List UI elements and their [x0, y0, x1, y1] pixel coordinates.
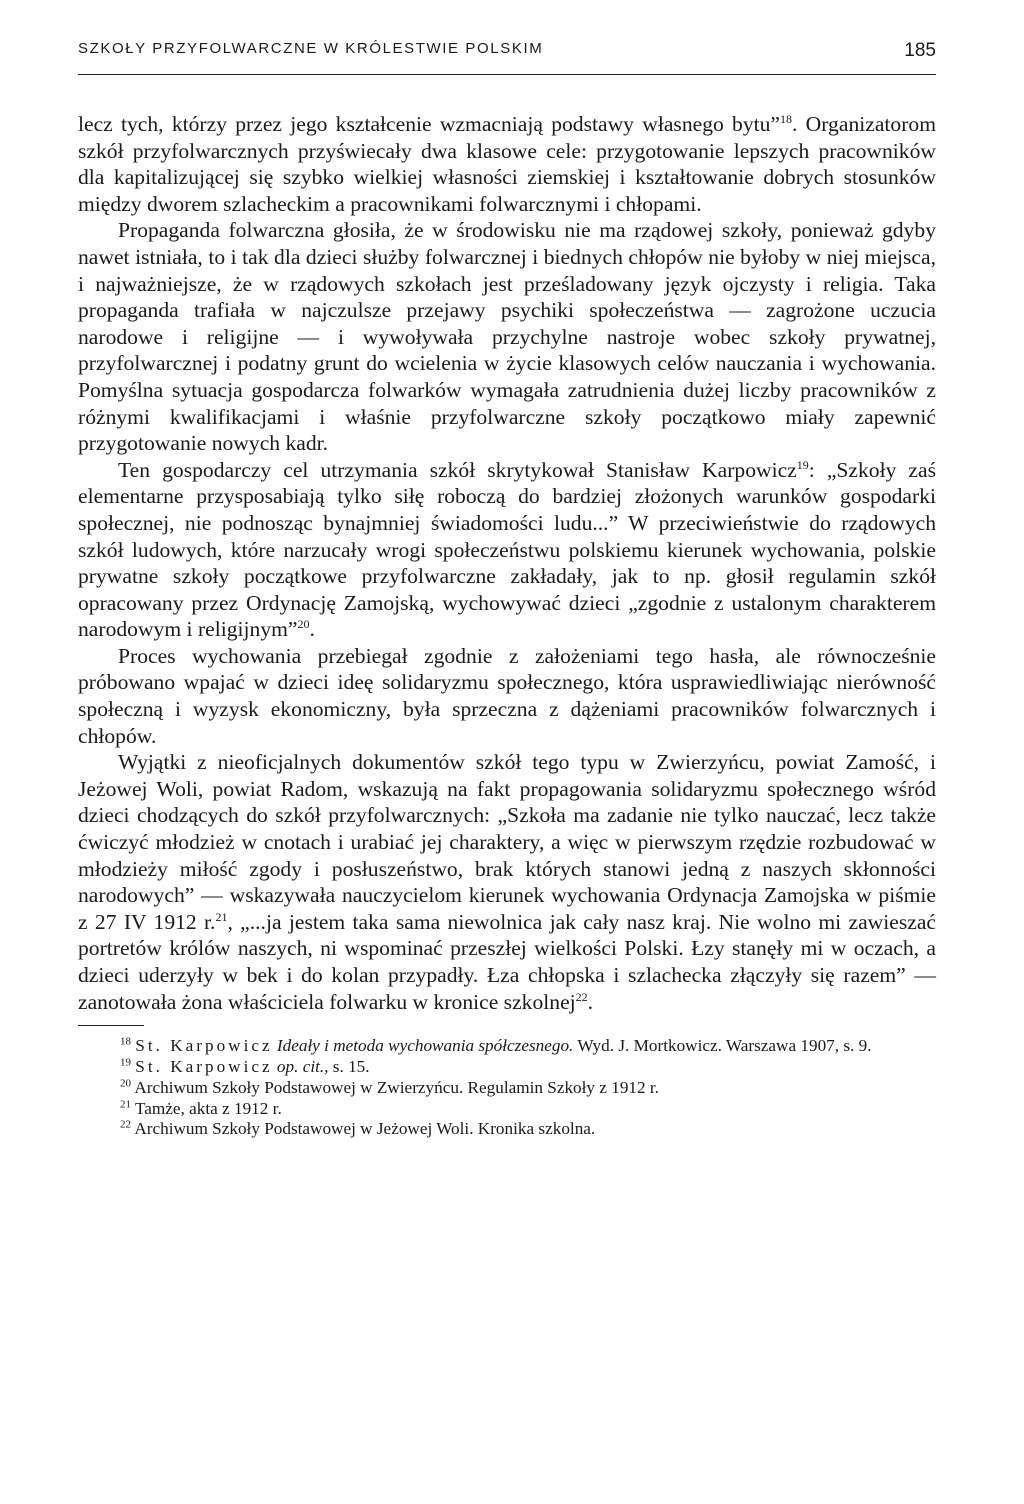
footnote-text: Tamże, akta z 1912 r.: [135, 1098, 282, 1118]
footnote-20: [78, 1078, 936, 1099]
footnote-ref-20: 20: [297, 617, 310, 632]
footnote-18: [78, 1036, 936, 1057]
footnote-19: [78, 1057, 936, 1078]
footnote-text: Archiwum Szkoły Podstawowej w Zwierzyńcu. Regulamin Szkoły z 1912 r.: [134, 1077, 659, 1097]
footnote-ref-18: 18: [780, 111, 793, 126]
paragraph-1: [78, 111, 936, 217]
paragraph-3: [78, 457, 936, 643]
footnote-ref-19: 19: [796, 457, 809, 472]
footnote-text: Archiwum Szkoły Podstawowej w Jeżowej Woli. Kronika szkolna.: [134, 1119, 596, 1139]
footnote-number: 21: [120, 1097, 131, 1110]
paragraph-1-rest: . Organizatorom szkół przyfolwarcznych przyświecały dwa klasowe cele: przygotowanie lepszych pracowników dla kapitalizującej się szybko wielkiej własności ziemskiej i kształtowanie dobrych stosunków między dworem szlacheckim a pracownikami folwarcznymi i chłopami.: [78, 112, 936, 216]
paragraph-5-text: Wyjątki z nieoficjalnych dokumentów szkół tego typu w Zwierzyńcu, powiat Zamość, i Jeżowej Woli, powiat Radom, wskazują na fakt propagowania solidaryzmu społecznego wśród dzieci chodzących do szkół przyfolwarcznych: „Szkoła ma zadanie nie tylko nauczać, lecz także ćwiczyć młodzież w cnotach i urabiać jej charaktery, a więc w pierwszym rzędzie rozbudować w młodzieży miłość zgody i posłuszeństwo, brak których stanowi jedną z naszych skłonności narodowych” — wskazywała nauczycielom kierunek wychowania Ordynacja Zamojska w piśmie z 27 IV 1912 r.: [78, 750, 936, 934]
footnote-number: 18: [120, 1035, 131, 1048]
footnote-22: [78, 1119, 936, 1140]
paragraph-3-rest: : „Szkoły zaś elementarne przysposabiają tylko siłę roboczą do bardziej złożonych warunków gospodarki społecznej, nie podnosząc bynajmniej świadomości ludu...” W przeciwieństwie do rządowych szkół ludowych, które narzucały wrogi społeczeństwu polskiemu kierunek wychowania, polskie prywatne szkoły początkowe przyfolwarczne zakładały, jak to np. głosił regulamin szkół opracowany przez Ordynację Zamojską, wychowywać dzieci „zgodnie z ustalonym charakterem narodowym i religijnym”: [78, 457, 936, 642]
paragraph-1-text: lecz tych, którzy przez jego kształcenie wzmacniają podstawy własnego bytu”: [78, 112, 781, 136]
main-text: [78, 111, 936, 1015]
page-number: 185: [904, 40, 936, 61]
paragraph-2: Propaganda folwarczna głosiła, że w środowisku nie ma rządowej szkoły, ponieważ gdyby nawet istniała, to i tak dla dzieci służby folwarcznej i biednych chłopów nie byłoby w niej miejsca, i najważniejsze, że w rządowych szkołach jest prześladowany język ojczysty i religia. Taka propaganda trafiała w najczulsze przejawy psychiki społeczeństwa — zagrożone uczucia narodowe i religijne — i wywoływała przychylne nastroje wobec szkoły prywatnej, przyfolwarcznej i podatny grunt do wcielenia w życie klasowych celów nauczania i wychowania. Pomyślna sytuacja gospodarcza folwarków wymagała zatrudnienia dużej liczby pracowników z różnymi kwalifikacjami i właśnie przyfolwarczne szkoły początkowo miały zapewnić przygotowanie nowych kadr.: [78, 218, 936, 456]
paragraph-5-rest: , „...ja jestem taka sama niewolnica jak cały nasz kraj. Nie wolno mi zawieszać portretów królów naszych, ni wspominać przeszłej wielkości Polski. Łzy stanęły mi w oczach, a dzieci uderzyły w bek i do kolan przypadły. Łza chłopska i szlachecka złączyły się razem” — zanotowała żona właściciela folwarku w kronice szkolnej: [78, 909, 936, 1014]
footnote-title: op. cit.,: [276, 1056, 329, 1076]
footnote-divider: [78, 1025, 144, 1026]
footnote-ref-21: 21: [215, 909, 228, 924]
page-header: [78, 34, 936, 75]
paragraph-3-text: Ten gospodarczy cel utrzymania szkół skrytykował Stanisław Karpowicz: [118, 457, 797, 482]
book-page: [78, 34, 936, 1140]
footnote-21: [78, 1099, 936, 1120]
footnote-number: 19: [120, 1056, 131, 1069]
paragraph-5-end: .: [587, 989, 594, 1014]
footnote-author: St. Karpowicz: [135, 1056, 273, 1076]
footnote-ref-22: 22: [575, 989, 588, 1004]
paragraph-3-end: .: [309, 617, 315, 642]
running-head: SZKOŁY PRZYFOLWARCZNE W KRÓLESTWIE POLSKIM: [78, 40, 544, 57]
paragraph-4: Proces wychowania przebiegał zgodnie z założeniami tego hasła, ale równocześnie próbowano wpajać w dzieci ideę solidaryzmu społecznego, która usprawiedliwiając nierówność społeczną i wyzysk ekonomiczny, była sprzeczna z dążeniami pracowników folwarcznych i chłopów.: [78, 643, 936, 748]
footnote-number: 20: [120, 1077, 131, 1090]
footnote-rest: Wyd. J. Mortkowicz. Warszawa 1907, s. 9.: [577, 1036, 872, 1056]
footnotes: [78, 1036, 936, 1140]
footnote-rest: s. 15.: [332, 1056, 370, 1076]
footnote-number: 22: [120, 1118, 131, 1131]
paragraph-5: [78, 749, 936, 1015]
footnote-author: St. Karpowicz: [135, 1036, 273, 1056]
footnote-title: Ideały i metoda wychowania spółczesnego.: [276, 1036, 574, 1056]
